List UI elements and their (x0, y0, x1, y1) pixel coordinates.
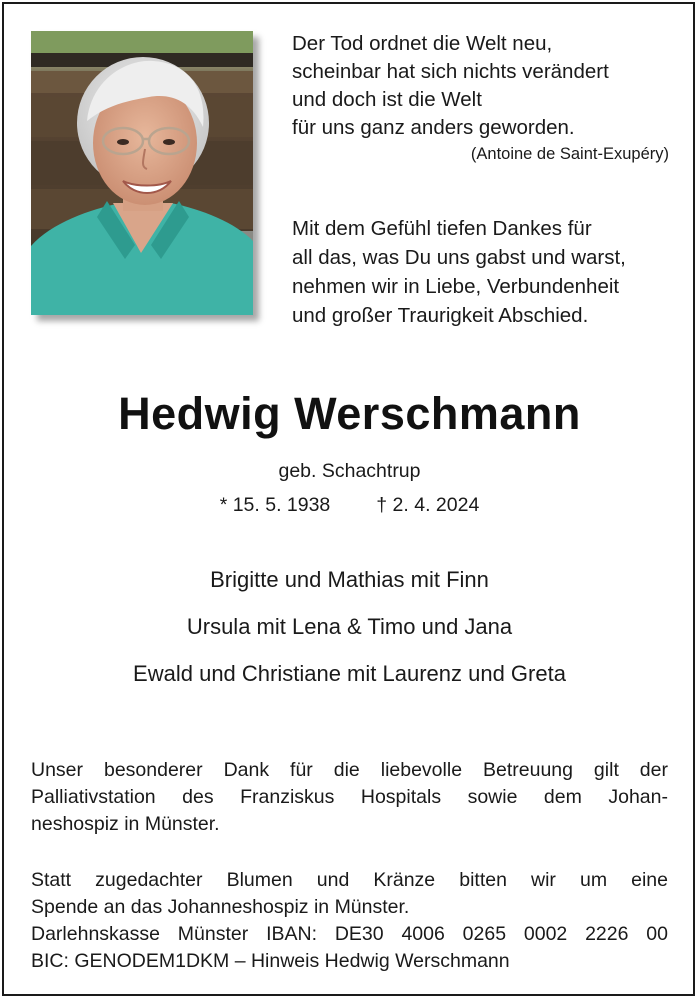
donation-line: Spende an das Johanneshospiz in Münster. (31, 896, 410, 918)
gratitude-text (292, 214, 672, 330)
gratitude-line: und großer Traurigkeit Abschied. (292, 304, 589, 327)
poem-quote (292, 30, 672, 142)
poem-line: und doch ist die Welt (292, 88, 482, 111)
birth-date: * 15. 5. 1938 (219, 494, 331, 516)
family-list (0, 565, 699, 706)
bic-reference: BIC: GENODEM1DKM – Hinweis Hedwig Werschmann (31, 950, 510, 972)
gratitude-line: all das, was Du uns gabst und warst, (292, 246, 626, 269)
family-member: Ewald und Christiane mit Laurenz und Greta (133, 661, 566, 686)
birth-name: geb. Schachtrup (278, 460, 421, 482)
deceased-name: Hedwig Werschmann (118, 388, 581, 439)
family-member: Brigitte und Mathias mit Finn (210, 567, 489, 592)
life-dates (0, 492, 699, 518)
family-member: Ursula mit Lena & Timo und Jana (186, 614, 513, 639)
poem-line: Der Tod ordnet die Welt neu, (292, 32, 553, 55)
poem-line: für uns ganz anders geworden. (292, 116, 575, 139)
thanks-line: neshospiz in Münster. (31, 813, 220, 835)
death-date: † 2. 4. 2024 (376, 494, 480, 516)
gratitude-line: Mit dem Gefühl tiefen Dankes für (292, 217, 592, 240)
thanks-line: Unser besonderer Dank für die liebevolle Betreuung gilt der (31, 759, 668, 781)
gratitude-line: nehmen wir in Liebe, Verbundenheit (292, 275, 620, 298)
donation-line: Statt zugedachter Blumen und Kränze bitten wir um eine (31, 869, 668, 891)
donation-paragraph (31, 867, 668, 975)
thanks-paragraph (31, 757, 668, 838)
portrait-photo (31, 31, 253, 315)
portrait-illustration (31, 31, 253, 315)
thanks-line: Palliativstation des Franziskus Hospitals sowie dem Johan- (31, 786, 668, 808)
poem-line: scheinbar hat sich nichts verändert (292, 60, 609, 83)
bank-details: Darlehnskasse Münster IBAN: DE30 4006 0265 0002 2226 00 (31, 923, 668, 945)
poem-attribution: (Antoine de Saint-Exupéry) (470, 145, 669, 163)
